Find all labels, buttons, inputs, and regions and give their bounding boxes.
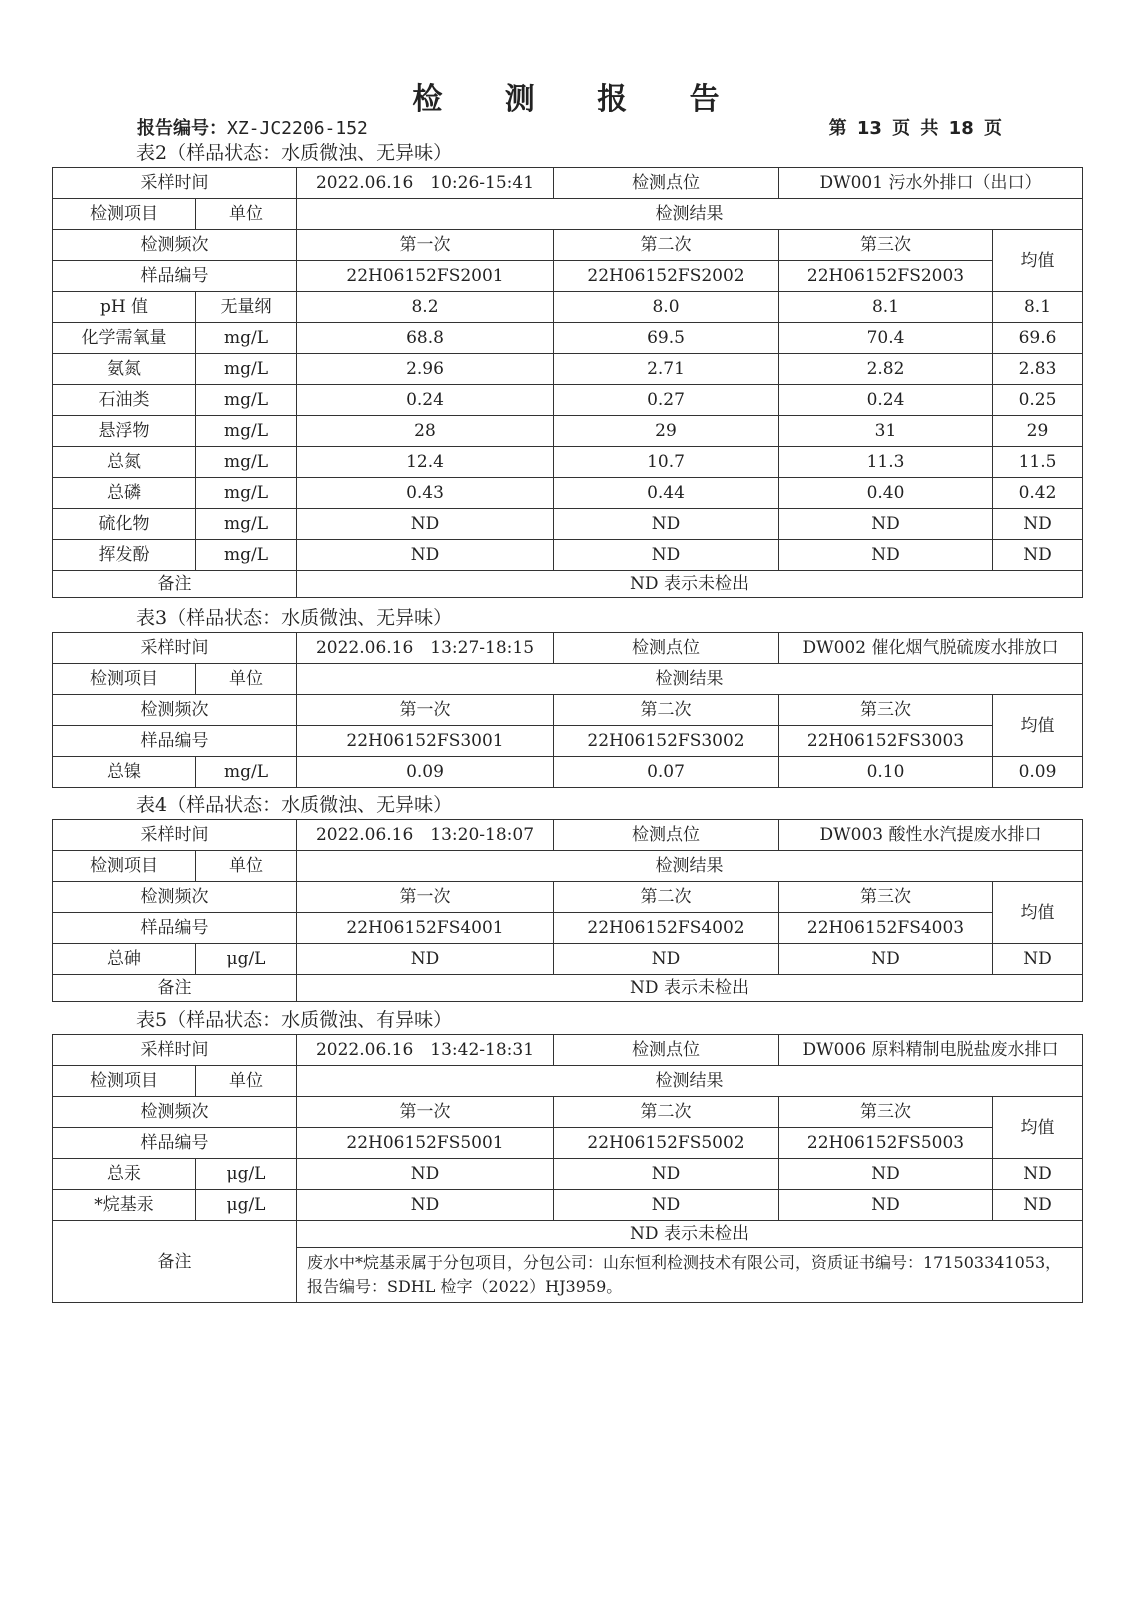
value-3: 0.10 bbox=[779, 757, 993, 788]
freq-second: 第二次 bbox=[554, 882, 779, 913]
item-unit: mg/L bbox=[196, 354, 297, 385]
sample-no-1: 22H06152FS2001 bbox=[297, 261, 554, 292]
item-unit: mg/L bbox=[196, 478, 297, 509]
table-caption: 表2（样品状态：水质微浊、无异味） bbox=[136, 142, 453, 164]
sample-no-label: 样品编号 bbox=[53, 1128, 297, 1159]
item-name: 总砷 bbox=[53, 944, 196, 975]
value-2: 10.7 bbox=[554, 447, 779, 478]
freq-label: 检测频次 bbox=[53, 230, 297, 261]
sample-no-label: 样品编号 bbox=[53, 913, 297, 944]
value-mean: ND bbox=[993, 509, 1083, 540]
value-mean: 8.1 bbox=[993, 292, 1083, 323]
sample-time-value: 2022.06.16 13:27-18:15 bbox=[297, 633, 554, 664]
value-1: ND bbox=[297, 944, 554, 975]
table-row bbox=[53, 509, 1083, 540]
freq-label: 检测频次 bbox=[53, 695, 297, 726]
table-row bbox=[53, 1097, 1083, 1128]
point-label: 检测点位 bbox=[554, 168, 779, 199]
table-row bbox=[53, 1159, 1083, 1190]
remark-text: ND 表示未检出 bbox=[297, 571, 1083, 598]
value-2: ND bbox=[554, 1190, 779, 1221]
mean-label: 均值 bbox=[993, 695, 1083, 757]
table-caption: 表4（样品状态：水质微浊、无异味） bbox=[136, 794, 453, 816]
unit-label: 单位 bbox=[196, 199, 297, 230]
table-row bbox=[53, 975, 1083, 1002]
value-3: 31 bbox=[779, 416, 993, 447]
value-3: ND bbox=[779, 509, 993, 540]
item-name: 挥发酚 bbox=[53, 540, 196, 571]
remark-label: 备注 bbox=[53, 975, 297, 1002]
results-table-3 bbox=[52, 632, 1083, 788]
freq-third: 第三次 bbox=[779, 230, 993, 261]
table-row bbox=[53, 944, 1083, 975]
value-mean: ND bbox=[993, 944, 1083, 975]
item-name: pH 值 bbox=[53, 292, 196, 323]
value-1: ND bbox=[297, 509, 554, 540]
value-3: ND bbox=[779, 1159, 993, 1190]
table-row bbox=[53, 478, 1083, 509]
sample-time-label: 采样时间 bbox=[53, 1035, 297, 1066]
item-name: 悬浮物 bbox=[53, 416, 196, 447]
freq-third: 第三次 bbox=[779, 1097, 993, 1128]
item-unit: mg/L bbox=[196, 447, 297, 478]
sample-no-label: 样品编号 bbox=[53, 726, 297, 757]
sample-no-1: 22H06152FS5001 bbox=[297, 1128, 554, 1159]
sample-no-label: 样品编号 bbox=[53, 261, 297, 292]
report-number: 报告编号：XZ-JC2206-152 bbox=[137, 118, 368, 139]
value-1: 0.43 bbox=[297, 478, 554, 509]
point-value: DW006 原料精制电脱盐废水排口 bbox=[779, 1035, 1083, 1066]
unit-label: 单位 bbox=[196, 1066, 297, 1097]
unit-label: 单位 bbox=[196, 851, 297, 882]
table-row bbox=[53, 571, 1083, 598]
remark-text: ND 表示未检出 bbox=[297, 1221, 1083, 1248]
value-3: ND bbox=[779, 944, 993, 975]
table-row bbox=[53, 633, 1083, 664]
freq-first: 第一次 bbox=[297, 230, 554, 261]
table-row bbox=[53, 1190, 1083, 1221]
table-2-section bbox=[52, 139, 1082, 598]
table-row bbox=[53, 1035, 1083, 1066]
results-table-2 bbox=[52, 167, 1083, 598]
value-3: 0.24 bbox=[779, 385, 993, 416]
table-row bbox=[53, 1066, 1083, 1097]
value-2: 0.27 bbox=[554, 385, 779, 416]
item-label: 检测项目 bbox=[53, 851, 196, 882]
mean-label: 均值 bbox=[993, 230, 1083, 292]
value-mean: ND bbox=[993, 1159, 1083, 1190]
sample-time-value: 2022.06.16 13:42-18:31 bbox=[297, 1035, 554, 1066]
item-name: 氨氮 bbox=[53, 354, 196, 385]
value-1: 12.4 bbox=[297, 447, 554, 478]
sample-time-label: 采样时间 bbox=[53, 820, 297, 851]
table-row bbox=[53, 1221, 1083, 1248]
point-value: DW002 催化烟气脱硫废水排放口 bbox=[779, 633, 1083, 664]
point-label: 检测点位 bbox=[554, 633, 779, 664]
value-2: 8.0 bbox=[554, 292, 779, 323]
unit-label: 单位 bbox=[196, 664, 297, 695]
page-number: 第 13 页 共 18 页 bbox=[828, 118, 1002, 139]
value-2: ND bbox=[554, 1159, 779, 1190]
sample-no-2: 22H06152FS5002 bbox=[554, 1128, 779, 1159]
result-label: 检测结果 bbox=[297, 664, 1083, 695]
sample-time-label: 采样时间 bbox=[53, 633, 297, 664]
value-3: 8.1 bbox=[779, 292, 993, 323]
sample-no-2: 22H06152FS3002 bbox=[554, 726, 779, 757]
value-1: 68.8 bbox=[297, 323, 554, 354]
freq-second: 第二次 bbox=[554, 230, 779, 261]
value-3: 11.3 bbox=[779, 447, 993, 478]
freq-label: 检测频次 bbox=[53, 1097, 297, 1128]
table-row bbox=[53, 323, 1083, 354]
table-row bbox=[53, 851, 1083, 882]
value-2: 0.07 bbox=[554, 757, 779, 788]
value-mean: 2.83 bbox=[993, 354, 1083, 385]
table-row bbox=[53, 168, 1083, 199]
value-1: 28 bbox=[297, 416, 554, 447]
sample-no-1: 22H06152FS4001 bbox=[297, 913, 554, 944]
point-label: 检测点位 bbox=[554, 1035, 779, 1066]
value-3: 2.82 bbox=[779, 354, 993, 385]
value-mean: 0.42 bbox=[993, 478, 1083, 509]
item-name: 总镍 bbox=[53, 757, 196, 788]
value-mean: ND bbox=[993, 540, 1083, 571]
point-value: DW001 污水外排口（出口） bbox=[779, 168, 1083, 199]
value-1: 8.2 bbox=[297, 292, 554, 323]
item-label: 检测项目 bbox=[53, 199, 196, 230]
table-row bbox=[53, 447, 1083, 478]
table-row bbox=[53, 913, 1083, 944]
freq-second: 第二次 bbox=[554, 695, 779, 726]
sample-time-value: 2022.06.16 10:26-15:41 bbox=[297, 168, 554, 199]
value-1: 0.09 bbox=[297, 757, 554, 788]
value-3: ND bbox=[779, 540, 993, 571]
value-1: ND bbox=[297, 1190, 554, 1221]
item-unit: 无量纲 bbox=[196, 292, 297, 323]
results-table-5 bbox=[52, 1034, 1083, 1303]
sample-no-3: 22H06152FS3003 bbox=[779, 726, 993, 757]
value-mean: 0.25 bbox=[993, 385, 1083, 416]
table-caption: 表3（样品状态：水质微浊、无异味） bbox=[136, 607, 453, 629]
freq-first: 第一次 bbox=[297, 695, 554, 726]
value-1: 2.96 bbox=[297, 354, 554, 385]
value-3: ND bbox=[779, 1190, 993, 1221]
value-1: ND bbox=[297, 1159, 554, 1190]
sample-time-label: 采样时间 bbox=[53, 168, 297, 199]
item-label: 检测项目 bbox=[53, 664, 196, 695]
item-name: 硫化物 bbox=[53, 509, 196, 540]
item-unit: mg/L bbox=[196, 385, 297, 416]
remark-text: ND 表示未检出 bbox=[297, 975, 1083, 1002]
value-mean: ND bbox=[993, 1190, 1083, 1221]
freq-second: 第二次 bbox=[554, 1097, 779, 1128]
item-name: *烷基汞 bbox=[53, 1190, 196, 1221]
table-row bbox=[53, 757, 1083, 788]
value-mean: 29 bbox=[993, 416, 1083, 447]
freq-label: 检测频次 bbox=[53, 882, 297, 913]
sample-no-3: 22H06152FS2003 bbox=[779, 261, 993, 292]
value-mean: 69.6 bbox=[993, 323, 1083, 354]
table-row bbox=[53, 199, 1083, 230]
item-name: 总氮 bbox=[53, 447, 196, 478]
sample-no-1: 22H06152FS3001 bbox=[297, 726, 554, 757]
mean-label: 均值 bbox=[993, 1097, 1083, 1159]
item-unit: mg/L bbox=[196, 416, 297, 447]
value-1: 0.24 bbox=[297, 385, 554, 416]
table-row bbox=[53, 385, 1083, 416]
value-2: 69.5 bbox=[554, 323, 779, 354]
item-name: 化学需氧量 bbox=[53, 323, 196, 354]
item-unit: μg/L bbox=[196, 1159, 297, 1190]
sample-no-2: 22H06152FS2002 bbox=[554, 261, 779, 292]
table-row bbox=[53, 664, 1083, 695]
table-row bbox=[53, 261, 1083, 292]
value-2: 0.44 bbox=[554, 478, 779, 509]
item-unit: mg/L bbox=[196, 540, 297, 571]
table-row bbox=[53, 292, 1083, 323]
page-title: 检 测 报 告 bbox=[412, 82, 746, 117]
table-row bbox=[53, 882, 1083, 913]
result-label: 检测结果 bbox=[297, 1066, 1083, 1097]
result-label: 检测结果 bbox=[297, 851, 1083, 882]
table-row bbox=[53, 1128, 1083, 1159]
point-label: 检测点位 bbox=[554, 820, 779, 851]
results-table-4 bbox=[52, 819, 1083, 1002]
table-3-section bbox=[52, 604, 1082, 788]
item-name: 总汞 bbox=[53, 1159, 196, 1190]
freq-first: 第一次 bbox=[297, 1097, 554, 1128]
value-mean: 11.5 bbox=[993, 447, 1083, 478]
table-caption: 表5（样品状态：水质微浊、有异味） bbox=[136, 1009, 453, 1031]
item-name: 石油类 bbox=[53, 385, 196, 416]
point-value: DW003 酸性水汽提废水排口 bbox=[779, 820, 1083, 851]
table-row bbox=[53, 695, 1083, 726]
item-unit: mg/L bbox=[196, 323, 297, 354]
item-name: 总磷 bbox=[53, 478, 196, 509]
freq-third: 第三次 bbox=[779, 695, 993, 726]
value-2: 2.71 bbox=[554, 354, 779, 385]
value-2: ND bbox=[554, 509, 779, 540]
table-row bbox=[53, 354, 1083, 385]
remark-label: 备注 bbox=[53, 1221, 297, 1303]
value-1: ND bbox=[297, 540, 554, 571]
value-2: ND bbox=[554, 540, 779, 571]
item-unit: μg/L bbox=[196, 1190, 297, 1221]
table-row bbox=[53, 230, 1083, 261]
value-2: 29 bbox=[554, 416, 779, 447]
item-unit: μg/L bbox=[196, 944, 297, 975]
value-2: ND bbox=[554, 944, 779, 975]
result-label: 检测结果 bbox=[297, 199, 1083, 230]
item-label: 检测项目 bbox=[53, 1066, 196, 1097]
freq-first: 第一次 bbox=[297, 882, 554, 913]
remark-label: 备注 bbox=[53, 571, 297, 598]
value-3: 0.40 bbox=[779, 478, 993, 509]
sample-no-3: 22H06152FS4003 bbox=[779, 913, 993, 944]
table-row bbox=[53, 726, 1083, 757]
sample-no-2: 22H06152FS4002 bbox=[554, 913, 779, 944]
table-4-section bbox=[52, 791, 1082, 1002]
value-3: 70.4 bbox=[779, 323, 993, 354]
value-mean: 0.09 bbox=[993, 757, 1083, 788]
sample-no-3: 22H06152FS5003 bbox=[779, 1128, 993, 1159]
item-unit: mg/L bbox=[196, 757, 297, 788]
item-unit: mg/L bbox=[196, 509, 297, 540]
table-row bbox=[53, 416, 1083, 447]
remark-subcontract-note: 废水中*烷基汞属于分包项目，分包公司：山东恒利检测技术有限公司，资质证书编号：171503341053，报告编号：SDHL 检字（2022）HJ3959。 bbox=[297, 1248, 1083, 1303]
mean-label: 均值 bbox=[993, 882, 1083, 944]
table-5-section bbox=[52, 1006, 1082, 1303]
table-row bbox=[53, 540, 1083, 571]
sample-time-value: 2022.06.16 13:20-18:07 bbox=[297, 820, 554, 851]
table-row bbox=[53, 820, 1083, 851]
freq-third: 第三次 bbox=[779, 882, 993, 913]
